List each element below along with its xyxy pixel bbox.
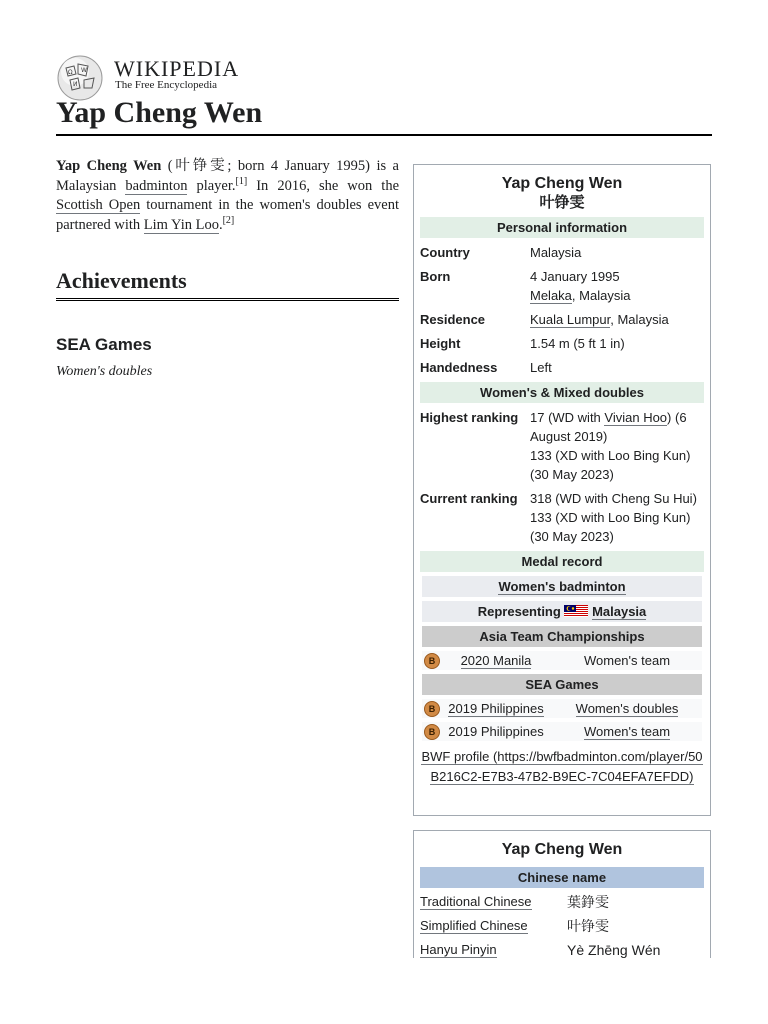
- infobox-title-chinese: 叶铮雯: [539, 194, 585, 211]
- link-simplified-chinese[interactable]: Simplified Chinese: [420, 918, 528, 933]
- link-bwf-profile[interactable]: BWF profile (https://bwfbadminton.com/player/50B216C2-E7B3-47B2-B9EC-7C04EFA7EFDD): [421, 749, 703, 784]
- lead-text: In 2016, she won the: [247, 177, 399, 194]
- link-badminton[interactable]: badminton: [125, 177, 188, 194]
- namebox-title: Yap Cheng Wen: [501, 841, 623, 858]
- representing-label: Representing: [477, 604, 561, 619]
- wikipedia-wordmark[interactable]: WIKIPEDIA: [114, 56, 240, 81]
- medal-row-sea-1: [422, 699, 702, 718]
- link-scottish-open[interactable]: Scottish Open: [56, 197, 141, 214]
- link-2019-philippines[interactable]: 2019 Philippines: [448, 701, 544, 716]
- infobox-title-name: Yap Cheng Wen: [501, 175, 623, 192]
- current-ranking-xd: 133 (XD with Loo Bing Kun) (30 May 2023): [530, 510, 691, 544]
- row-traditional-chinese: [420, 892, 704, 912]
- link-traditional-chinese[interactable]: Traditional Chinese: [420, 894, 532, 909]
- residence-label: Residence: [420, 312, 486, 327]
- subsection-sea-games: SEA Games: [56, 335, 152, 354]
- simplified-chinese-value: 叶铮雯: [567, 918, 609, 934]
- svg-text:Ω: Ω: [68, 69, 73, 76]
- link-vivian-hoo[interactable]: Vivian Hoo: [604, 410, 668, 425]
- malaysia-flag-icon: [564, 605, 588, 617]
- link-kuala-lumpur[interactable]: Kuala Lumpur: [530, 312, 611, 327]
- hanyu-pinyin-value: Yè Zhēng Wén: [567, 942, 661, 958]
- medal-category: Women's team: [583, 653, 671, 668]
- row-country: [420, 243, 704, 262]
- bronze-medal-icon: B: [424, 724, 440, 740]
- svg-text:И: И: [73, 81, 78, 88]
- row-height: [420, 334, 704, 353]
- row-handedness: [420, 358, 704, 377]
- link-malaysia[interactable]: Malaysia: [592, 604, 647, 619]
- link-womens-badminton[interactable]: Women's badminton: [498, 579, 626, 594]
- born-date: 4 January 1995: [530, 269, 620, 284]
- lead-text: .: [218, 216, 223, 233]
- personal-information-header: Personal information: [420, 217, 704, 238]
- height-label: Height: [420, 336, 461, 351]
- handedness-label: Handedness: [420, 360, 498, 375]
- link-melaka[interactable]: Melaka: [530, 288, 572, 303]
- page-bottom-margin: [0, 958, 768, 1024]
- svg-text:W: W: [81, 67, 87, 74]
- row-simplified-chinese: [420, 916, 704, 936]
- current-ranking-value: [530, 489, 704, 546]
- link-womens-team[interactable]: Women's team: [583, 724, 671, 739]
- infobox: [413, 164, 711, 816]
- handedness-value: Left: [530, 360, 552, 375]
- chinese-name-box: [413, 830, 711, 970]
- height-value: 1.54 m (5 ft 1 in): [530, 336, 625, 351]
- born-place-rest: , Malaysia: [571, 288, 631, 303]
- row-current-ranking: [420, 489, 704, 546]
- infobox-title: [420, 174, 704, 212]
- reference-1[interactable]: [1]: [235, 175, 248, 187]
- lead-text: tournament in the women's doubles event partnered with: [56, 197, 400, 233]
- highest-ranking-label: Highest ranking: [420, 410, 519, 425]
- wikipedia-tagline: The Free Encyclopedia: [115, 79, 218, 91]
- table-caption: Women's doubles: [56, 364, 153, 379]
- current-ranking-label: Current ranking: [420, 491, 518, 506]
- sea-games-header: SEA Games: [422, 674, 702, 695]
- born-value: [530, 267, 704, 305]
- lead-paragraph: [56, 157, 399, 235]
- highest-ranking-xd: 133 (XD with Loo Bing Kun) (30 May 2023): [530, 448, 691, 482]
- residence-value: [530, 310, 704, 329]
- bwf-profile: [420, 747, 704, 787]
- bronze-medal-icon: B: [424, 701, 440, 717]
- asia-team-championships-header: Asia Team Championships: [422, 626, 702, 647]
- medal-row-asia: [422, 651, 702, 670]
- traditional-chinese-value: 葉錚雯: [567, 894, 609, 910]
- page-title: Yap Cheng Wen: [56, 96, 712, 136]
- row-residence: [420, 310, 704, 329]
- representing-row: [422, 601, 702, 622]
- highest-ranking-value: [530, 408, 704, 484]
- country-value: Malaysia: [530, 245, 582, 260]
- chinese-name-header: Chinese name: [420, 867, 704, 888]
- link-womens-doubles[interactable]: Women's doubles: [575, 701, 679, 716]
- current-ranking-wd: 318 (WD with Cheng Su Hui): [530, 491, 697, 506]
- row-born: [420, 267, 704, 305]
- link-hanyu-pinyin[interactable]: Hanyu Pinyin: [420, 942, 497, 957]
- link-2020-manila[interactable]: 2020 Manila: [460, 653, 532, 668]
- wikipedia-globe-icon[interactable]: [56, 54, 104, 102]
- residence-rest: , Malaysia: [610, 312, 669, 327]
- medal-event: 2019 Philippines: [448, 724, 544, 739]
- medal-row-sea-2: [422, 722, 702, 741]
- medal-sport: [422, 576, 702, 597]
- highest-ranking-text: 17 (WD with: [530, 410, 605, 425]
- doubles-header: Women's & Mixed doubles: [420, 382, 704, 403]
- born-label: Born: [420, 269, 451, 284]
- row-hanyu-pinyin: [420, 940, 704, 960]
- reference-2[interactable]: [2]: [222, 214, 235, 226]
- highest-ranking-text: ) (6 August 2019): [530, 410, 687, 444]
- bronze-medal-icon: B: [424, 653, 440, 669]
- medal-record-header: Medal record: [420, 551, 704, 572]
- lead-name: Yap Cheng Wen: [56, 158, 162, 174]
- lead-text: (叶铮雯; born 4 January 1995) is a Malaysian: [56, 158, 399, 194]
- section-achievements: Achievements: [56, 268, 399, 301]
- row-highest-ranking: [420, 408, 704, 484]
- lead-text: player.: [187, 177, 236, 194]
- link-lim-yin-loo[interactable]: Lim Yin Loo: [143, 216, 219, 233]
- country-label: Country: [420, 245, 470, 260]
